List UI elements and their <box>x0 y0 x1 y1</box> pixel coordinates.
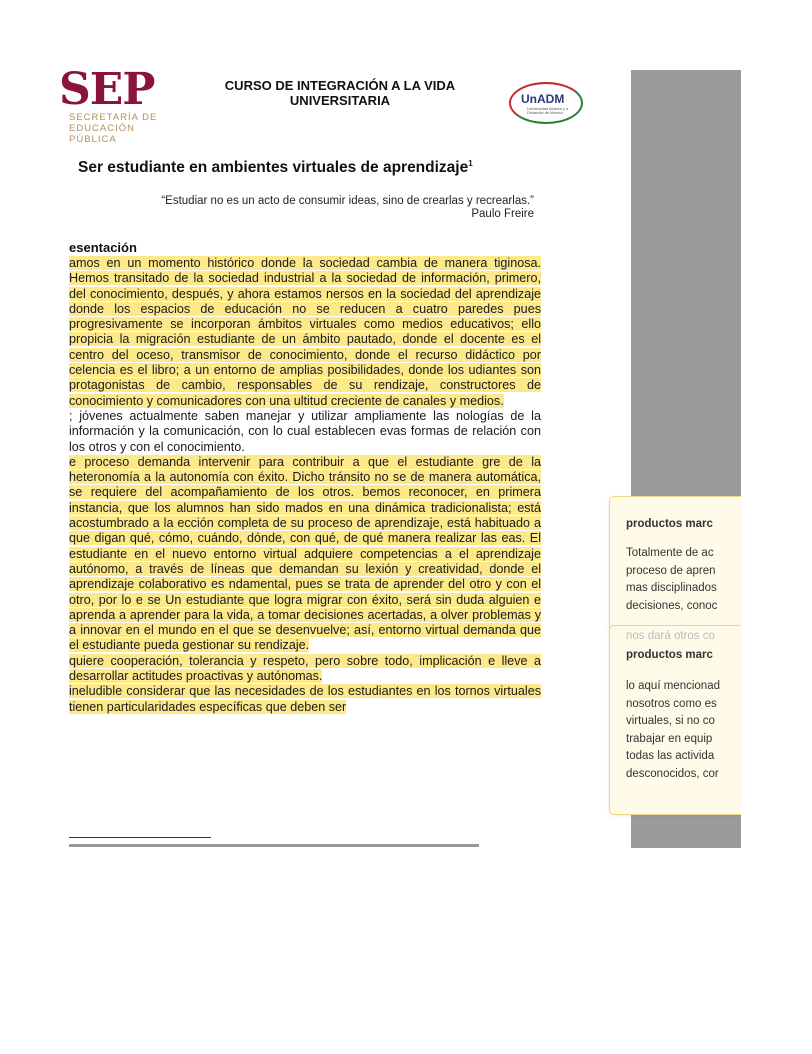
comment-line: proceso de apren <box>626 564 716 577</box>
highlighted-text[interactable]: amos en un momento histórico donde la sociedad cambia de manera tiginosa. Hemos transitado de la sociedad industrial a la sociedad de información, primero, del conocimiento, después, y ahora estamos nersos en la sociedad del aprendizaje donde los espacios de educación no se reducen a cuatro paredes pues progresivamente se incorporan ámbitos virtuales como medios educativos; ello propicia la migración estudiante de un ámbito pautado, donde el docente es el centro del oceso, transmisor de conocimiento, donde el recurso didáctico por celencia es el libro; a un entorno de amplias posibilidades, donde los udiantes son protagonistas de cambio, responsables de su rendizaje, constructores de conocimiento y comunicadores con una ultitud creciente de canales y medios. <box>69 256 541 408</box>
comment-line: trabajar en equip <box>626 732 713 745</box>
document-title-text: Ser estudiante en ambientes virtuales de aprendizaje <box>78 159 469 177</box>
epigraph <box>161 195 534 221</box>
paragraph <box>69 256 541 409</box>
plain-text: ; jóvenes actualmente saben manejar y utilizar ampliamente las nologías de la información y la comunicación, con lo cual establecen evas formas de relación con los otros y con el conocimiento. <box>69 408 541 454</box>
comment-line: nosotros como es <box>626 697 717 710</box>
document-title <box>78 159 473 177</box>
paragraph <box>69 409 541 455</box>
footnote-mark[interactable]: 1 <box>468 159 473 168</box>
footnote-rule <box>69 837 211 838</box>
paragraph <box>69 654 541 685</box>
comment-heading: productos marc <box>626 649 713 661</box>
comment-line: lo aquí mencionad <box>626 680 720 692</box>
comment-line: virtuales, si no co <box>626 715 715 727</box>
course-title: CURSO DE INTEGRACIÓN A LA VIDA UNIVERSITARIA <box>224 78 456 108</box>
sep-line-1: SECRETARÍA DE <box>69 112 158 123</box>
footnote-text-cropped <box>69 842 499 848</box>
highlighted-text[interactable]: ineludible considerar que las necesidades de los estudiantes en los tornos virtuales tienen particularidades específicas que deben ser <box>69 684 541 714</box>
unadm-logo-subtitle: Universidad Abierta y a Distancia de México <box>527 106 569 115</box>
highlighted-text[interactable]: e proceso demanda intervenir para contribuir a que el estudiante gre de la heteronomía a la autonomía con éxito. Dicho tránsito no se de manera automática, se requiere del acompañamiento de los otros. bemos reconocer, en primera instancia, que los alumnos han sido mados en una dinámica tradicionalista; está acostumbrado a la ección completa de su proceso de aprendizaje, está habituado a que digan qué, cómo, cuándo, dónde, con qué, de qué manera realizar las eas. El estudiante en el nuevo entorno virtual adquiere competencias a el aprendizaje autónomo, a través de líneas que demandan su lexión y creatividad, donde el aprendizaje colaborativo es ndamental, pues se trata de aprender del otro y con el otro, por lo e se Un estudiante que logra migrar con éxito, será sin duda alguien e aprenda a aprender para la vida, a tomar decisiones acertadas, a olver problemas y a innovar en el mundo en el que se desenvuelve; así, entorno virtual demanda que el estudiante pueda gestionar su rendizaje. <box>69 454 541 653</box>
comment-line: mas disciplinados <box>626 582 717 594</box>
comment-line: desconocidos, cor <box>626 767 719 780</box>
body-text <box>69 256 541 715</box>
comment-line: decisiones, conoc <box>626 599 718 612</box>
sep-logo <box>59 64 179 145</box>
unadm-logo <box>509 82 583 124</box>
unadm-logo-name: UnADM <box>521 92 565 106</box>
sep-logo-mark: SEP <box>59 64 155 115</box>
comment-overflow-text: nos dará otros co <box>626 630 715 642</box>
comment-heading: productos marc <box>626 518 713 530</box>
epigraph-author: Paulo Freire <box>471 208 534 220</box>
viewport-clip <box>741 480 812 840</box>
comment-line: todas las activida <box>626 750 715 762</box>
sep-line-2: EDUCACIÓN PÚBLICA <box>69 123 136 145</box>
paragraph <box>69 684 541 715</box>
epigraph-quote: “Estudiar no es un acto de consumir ideas, sino de crearlas y recrearlas.” <box>161 195 534 207</box>
comment-line: Totalmente de ac <box>626 547 714 559</box>
highlighted-text[interactable]: quiere cooperación, tolerancia y respeto, pero sobre todo, implicación e lleve a desarrollar actitudes proactivas y autónomas. <box>69 653 541 684</box>
section-heading: esentación <box>69 240 137 255</box>
paragraph <box>69 455 541 654</box>
